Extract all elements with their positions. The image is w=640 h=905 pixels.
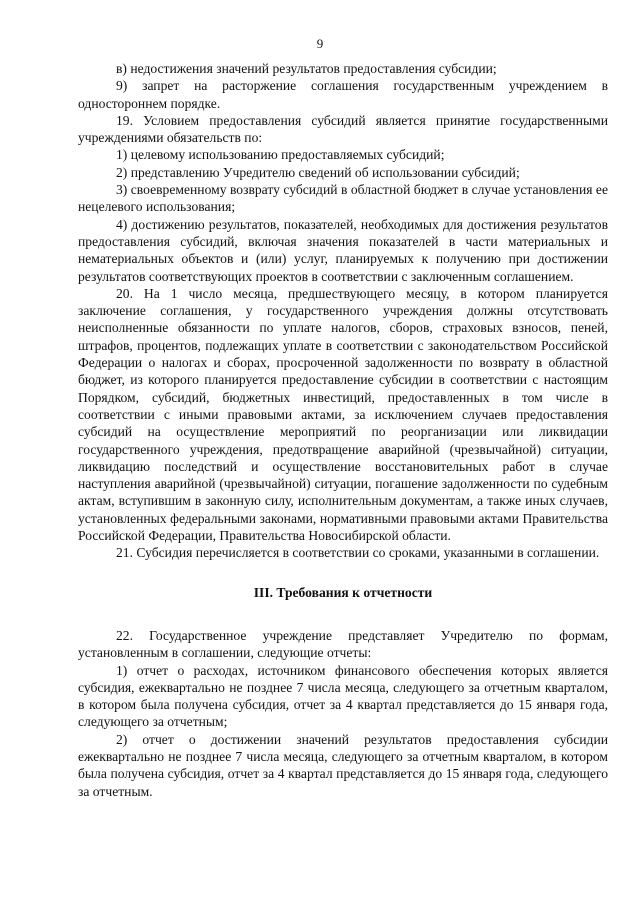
page-number: 9 — [316, 36, 324, 51]
paragraph-clause-22: 22. Государственное учреждение представляет Учредителю по формам, установленным в соглашении, следующие отчеты: — [78, 627, 608, 661]
paragraph-report-1: 1) отчет о расходах, источником финансового обеспечения которых является субсидия, ежеквартально не позднее 7 числа месяца, следующего за отчетным кварталом, в котором была получена субсидия, отчет за 4 квартал представляется до 15 января года, следующего за отчетным; — [78, 662, 608, 730]
paragraph-obligation-2: 2) представлению Учредителю сведений об использовании субсидий; — [116, 164, 520, 180]
paragraph-report-2: 2) отчет о достижении значений результатов предоставления субсидии ежеквартально не позднее 7 числа месяца, следующего за отчетным кварталом, в котором была получена субсидия, отчет за 4 квартал представляется до 15 января года, следующего за отчетным. — [78, 731, 608, 799]
paragraph-obligation-1: 1) целевому использованию предоставляемых субсидий; — [116, 147, 445, 163]
paragraph-clause-19: 19. Условием предоставления субсидий является принятие государственными учреждениями обязательств по: — [78, 112, 608, 146]
paragraph-obligation-4: 4) достижению результатов, показателей, необходимых для достижения результатов предоставления субсидий, включая значения показателей в части материальных и нематериальных объектов и (или) услуг, планируемых к получению при достижении результатов соответствующих проектов в соответствии с заключенным соглашением. — [78, 216, 608, 284]
paragraph-obligation-3: 3) своевременному возврату субсидий в областной бюджет в случае установления ее нецелевого использования; — [78, 182, 608, 215]
document-body — [78, 60, 608, 800]
paragraph-clause-20: 20. На 1 число месяца, предшествующего месяцу, в котором планируется заключение соглашения, у государственного учреждения должны отсутствовать неисполненные обязанности по уплате налогов, сборов, страховых взносов, пеней, штрафов, процентов, подлежащих уплате в соответствии с законодательством Российской Федерации о налогах и сборах, просроченной задолженности по возврату в областной бюджет, из которого планируется предоставление субсидии в соответствии с настоящим Порядком, субсидий, бюджетных инвестиций, предоставленных в том числе в соответствии с иными правовыми актами, за исключением случаев предоставления субсидий на осуществление мероприятий по реорганизации или ликвидации государственного учреждения, предотвращение аварийной (чрезвычайной) ситуации, ликвидацию последствий и осуществление восстановительных работ в случае наступления аварийной (чрезвычайной) ситуации, погашение задолженности по судебным актам, вступившим в законную силу, исполнительным документам, а также иных случаев, установленных федеральными законами, нормативными правовыми актами Правительства Российской Федерации, Правительства Новосибирской области. — [78, 285, 608, 544]
paragraph-clause-21: 21. Субсидия перечисляется в соответствии со сроками, указанными в соглашении. — [116, 545, 600, 561]
paragraph-item-9: 9) запрет на расторжение соглашения государственным учреждением в одностороннем порядке. — [78, 78, 608, 111]
paragraph-item-v: в) недостижения значений результатов предоставления субсидии; — [116, 61, 497, 76]
section-heading: III. Требования к отчетности — [253, 584, 433, 600]
